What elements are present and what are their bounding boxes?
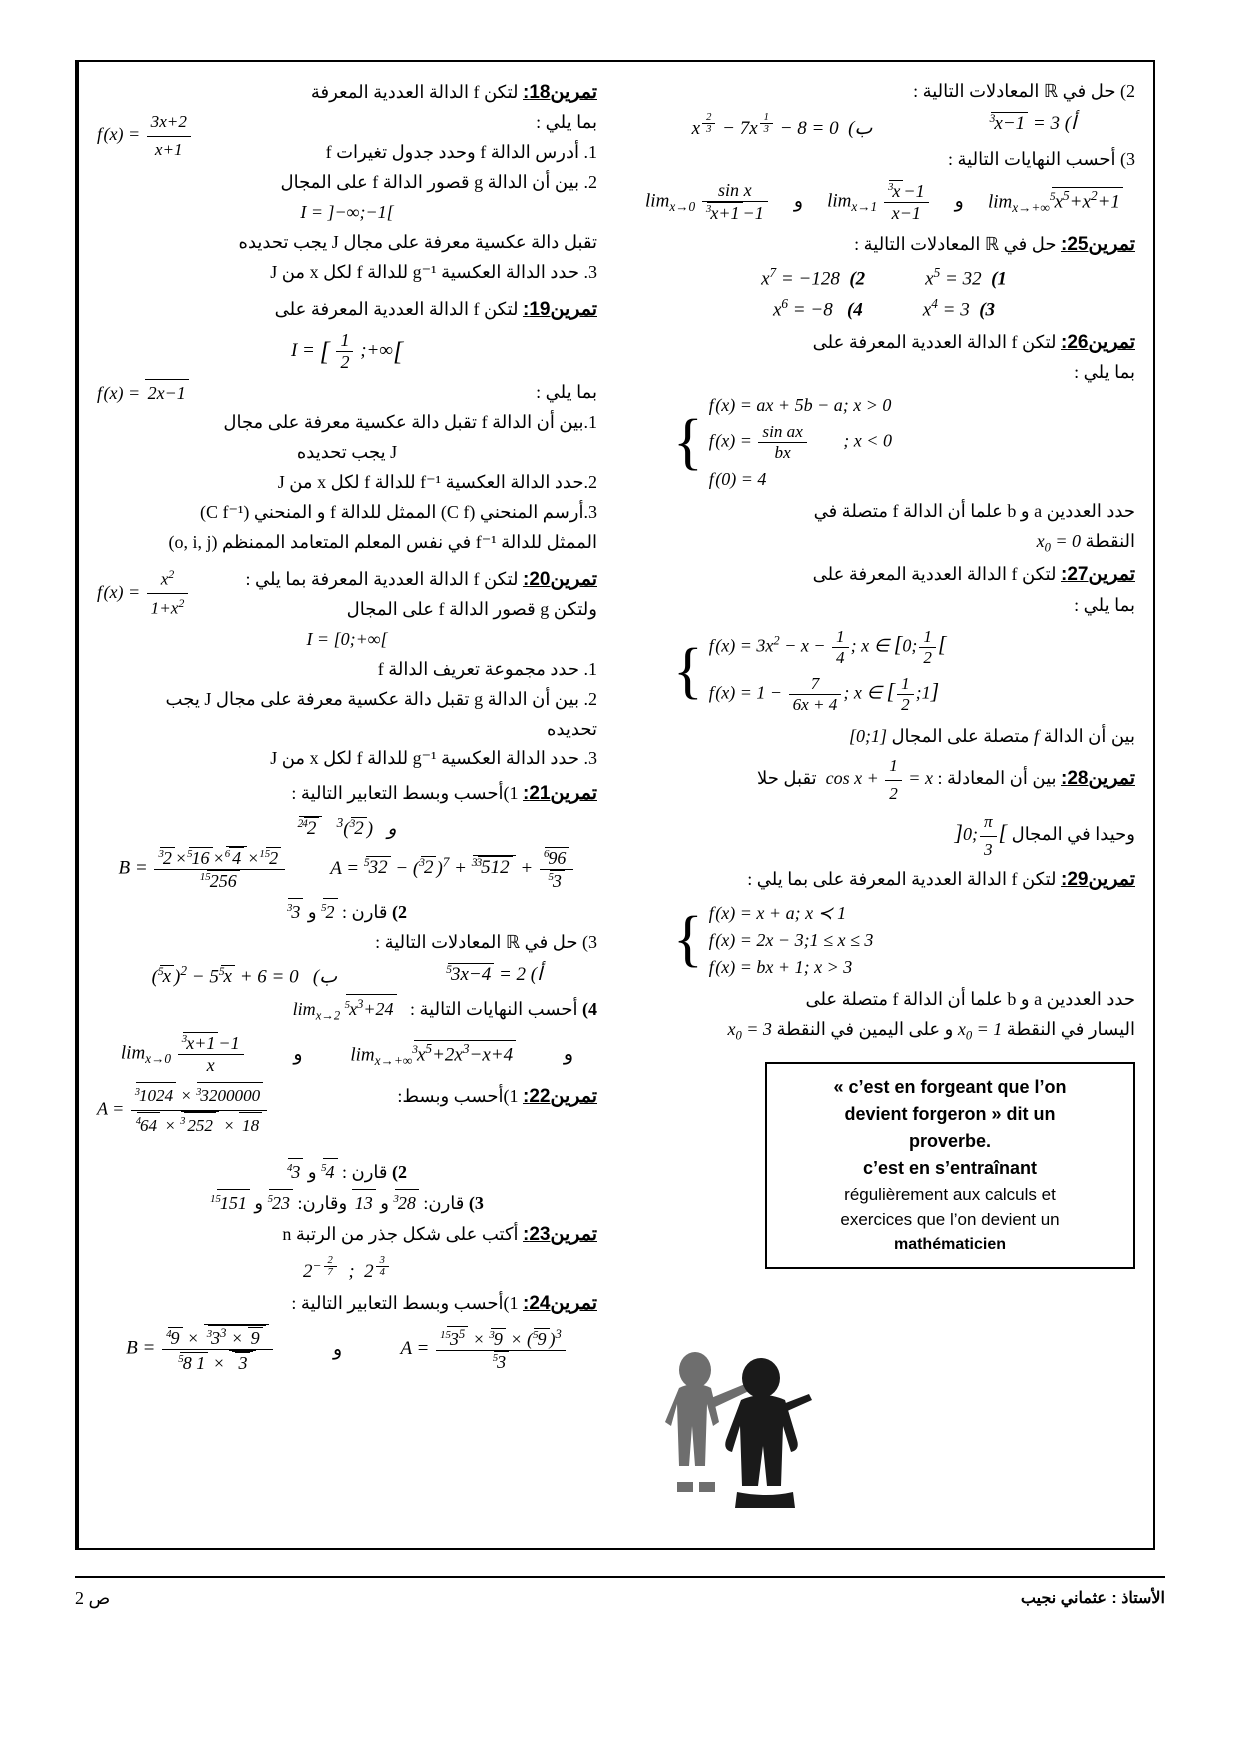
exercise-28 bbox=[633, 753, 1135, 807]
exercise-23-text: أكتب على شكل جذر من الرتبة n bbox=[282, 1223, 519, 1244]
exercise-18-intro: لتكن f الدالة العددية المعرفة bbox=[310, 82, 519, 102]
blacksmith-silhouette-icon bbox=[633, 1332, 833, 1522]
teacher-name: الأستاذ : عثماني نجيب bbox=[1020, 1590, 1165, 1607]
exercise-25-title: تمرين25: bbox=[1061, 233, 1135, 255]
exercise-21-eq-a: $^5$3x−4 = 2 (أ bbox=[446, 963, 543, 985]
exercise-25-intro: حل في ℝ المعادلات التالية : bbox=[854, 233, 1057, 254]
exercise-22-exprA: A = $\frac{^31024 \times ^33200000}{^464 \times ^3 252 \times 18}$ bbox=[97, 1082, 269, 1139]
brace-icon: { bbox=[673, 905, 703, 974]
exercise-23-title: تمرين23: bbox=[523, 1223, 597, 1245]
exercise-26-bima: بما يلي : bbox=[1074, 362, 1135, 383]
exercise-24-exprA: A = $\frac{^{15}3^5 \times ^39 \times (^59 )^3}{^53}$ bbox=[400, 1326, 567, 1373]
bima-label: بما يلي : bbox=[536, 112, 597, 133]
exercise-26-title: تمرين26: bbox=[1061, 331, 1135, 353]
exercise-18-item2: 2. بين أن الدالة g قصور الدالة f على المجال bbox=[280, 172, 597, 193]
exercise-19-interval: I = [ $\frac{1}{2}$ ;+∞[ bbox=[290, 330, 404, 373]
worksheet-page bbox=[75, 60, 1155, 1550]
left-top-equations bbox=[633, 112, 1135, 140]
exercise-27 bbox=[633, 560, 1135, 589]
exercise-18-item3: 3. حدد الدالة العكسية g⁻¹ للدالة f لكل x من J bbox=[270, 261, 597, 282]
quote-line-6: exercices que l’on devient un bbox=[840, 1210, 1060, 1230]
exercise-18-item2-interval: I = ]−∞;−1[ bbox=[300, 202, 394, 223]
exercise-29-question2: اليسار في النقطة $x_0 = 1$ و على اليمين في النقطة $x_0 = 3$ bbox=[727, 1018, 1135, 1043]
exercise-22-item1: 1)أحسب وبسط: bbox=[397, 1086, 519, 1107]
exercise-21-limits: $\lim_{x\to 0}$ $\frac{^3x+1 -1}{x}$ و $\lim_{x\to+\infty}^3x^5+2x^3-x+4$ و bbox=[120, 1033, 574, 1076]
exercise-19-intro: لتكن f الدالة العددية المعرفة على bbox=[274, 298, 519, 319]
exercise-20-item2: 2. بين أن الدالة g تقبل دالة عكسية معرفة على مجال J يجب bbox=[165, 688, 597, 709]
exercise-24 bbox=[97, 1289, 597, 1318]
exercise-18-formula: f (x) = $\frac{3x+2}{x+1}$ bbox=[97, 109, 193, 163]
limit-inf5: $\lim_{x\to+\infty}^5x^5+x^2+1$ bbox=[988, 187, 1123, 216]
exercise-28-title: تمرين28: bbox=[1061, 768, 1135, 790]
left-column bbox=[615, 62, 1153, 1548]
exercise-21-expr1: $^{24}$2 و $(^32)^3$ bbox=[297, 814, 397, 840]
case-1: f $(x) = 3x^2 - x$ − $\frac{1}{4}$ ; x ∈ [0; $\frac{1}{2}$ [ bbox=[708, 627, 947, 668]
case-3: f (x) = bx + 1; x > 3 bbox=[708, 956, 853, 977]
exercise-19-item1: 1.بين أن الدالة f تقبل دالة عكسية معرفة على مجال bbox=[223, 412, 597, 433]
page-footer bbox=[75, 1576, 1165, 1618]
exercise-21-eq-b: ($^5$x )$^2 - 5^5x + 6 = 0$ (ب bbox=[151, 962, 338, 988]
eq-x6: $x^6 = -8$ (4 bbox=[772, 296, 863, 321]
exercise-18-title: تمرين18: bbox=[523, 82, 597, 103]
exercise-22-item2: 2) قارن : $^5$4 و $^4$3 bbox=[97, 1158, 597, 1187]
exercise-29-title: تمرين29: bbox=[1061, 869, 1135, 891]
exercise-19-item3b: الممثل للدالة f⁻¹ في نفس المعلم المتعامد الممنظم (o, i, j) bbox=[168, 531, 597, 552]
exercise-27-cases bbox=[673, 627, 1135, 715]
exercise-21-item1: 1)أحسب وبسط التعابير التالية : bbox=[291, 783, 519, 804]
exercise-24-item1: 1)أحسب وبسط التعابير التالية : bbox=[291, 1292, 519, 1313]
exercise-26 bbox=[633, 328, 1135, 357]
exercise-26-cases bbox=[673, 395, 1135, 490]
quote-line-5: régulièrement aux calculs et bbox=[844, 1184, 1056, 1204]
exercise-21-exprs bbox=[97, 846, 597, 892]
exercise-19 bbox=[97, 295, 597, 324]
exercise-29-intro: لتكن f الدالة العددية المعرفة على بما يلي : bbox=[747, 869, 1057, 890]
exercise-21-item4: 4) أحسب النهايات التالية : $\lim_{x\to 2} ^5x^3+24$ bbox=[97, 994, 597, 1026]
exercise-23-expr: $2^{- \frac{2}{7}}$ ; 2 $^{\frac{3}{4}}$ bbox=[97, 1255, 597, 1283]
exercise-25-eqs-2 bbox=[633, 296, 1135, 321]
exercise-21-title: تمرين21: bbox=[523, 783, 597, 805]
left-top-item3: 3) أحسب النهايات التالية : bbox=[948, 148, 1135, 169]
exercise-23 bbox=[97, 1220, 597, 1249]
right-column bbox=[77, 62, 615, 1548]
exercise-19-item2: 2.حدد الدالة العكسية f⁻¹ للدالة f لكل x من J bbox=[277, 471, 597, 492]
exercise-21-equations bbox=[97, 963, 597, 988]
exercise-24-exprB: B = $\frac{^49 \times ^33^3 \times 9}{^58 1 \times 3}$ bbox=[126, 1324, 275, 1374]
bima-label: بما يلي : bbox=[536, 382, 597, 403]
quote-line-3: proverbe. bbox=[908, 1130, 992, 1151]
left-eq-b: x $^{\frac{2}{3}}$ − 7x $^{\frac{1}{3}}$ − 8 = 0 (ب bbox=[691, 111, 873, 139]
quote-line-1: « c’est en forgeant que l’on bbox=[833, 1076, 1067, 1097]
exercise-20-sub: ولتكن g قصور الدالة f على المجال bbox=[346, 599, 597, 619]
page-number: ص 2 bbox=[75, 1587, 111, 1608]
exercise-19-item1b: J يجب تحديده bbox=[296, 442, 398, 462]
exercise-20-title: تمرين20: bbox=[523, 568, 597, 590]
exercise-21-item2: 2) قارن : $^5$2 و $^3$3 bbox=[97, 898, 597, 927]
exercise-25 bbox=[633, 230, 1135, 259]
limit-sin: $\lim_{x\to 0}$ $\frac{\text{sin x}}{^3x+1 -1}$ bbox=[645, 180, 770, 224]
exercise-20-interval: I = [0;+∞[ bbox=[306, 628, 388, 649]
exercise-26-intro: لتكن f الدالة العددية المعرفة على bbox=[812, 331, 1057, 352]
exercise-20-item3: 3. حدد الدالة العكسية g⁻¹ للدالة f لكل x من J bbox=[270, 748, 597, 769]
quote-line-7: mathématicien bbox=[893, 1235, 1007, 1253]
exercise-29-cases bbox=[673, 903, 1135, 978]
exercise-22-title: تمرين22: bbox=[523, 1086, 597, 1108]
case-2: f (x) = 2x − 3;1 ≤ x ≤ 3 bbox=[708, 929, 874, 950]
quote-box bbox=[765, 1062, 1135, 1269]
quote-line-4: c’est en s’entraînant bbox=[862, 1157, 1038, 1178]
exercise-20-intro: لتكن f الدالة العددية المعرفة بما يلي : bbox=[245, 568, 519, 589]
exercise-27-intro: لتكن f الدالة العددية المعرفة على bbox=[812, 564, 1057, 585]
case-3: f (0) = 4 bbox=[708, 469, 767, 490]
left-top-item2: 2) حل في ℝ المعادلات التالية : bbox=[913, 81, 1135, 101]
limit-cbrt: $\lim_{x\to 1}$ $\frac{^3x -1}{x-1}$ bbox=[827, 180, 931, 224]
quote-line-2: devient forgeron » dit un bbox=[844, 1103, 1056, 1124]
exercise-28-text2: وحيدا في المجال ]0; $\frac{\pi}{3}$ [ bbox=[633, 809, 1135, 863]
exercise-21-exprB: B = $\frac{^32 \times^516 \times^6 4 \times^{15}2}{^{15}256}$ bbox=[119, 846, 288, 892]
limit-x0: $\lim_{x\to 0}$ $\frac{^3x+1 -1}{x}$ bbox=[121, 1032, 246, 1076]
exercise-19-bima bbox=[97, 379, 597, 407]
exercise-27-question: بين أن الدالة f متصلة على المجال [0;1] bbox=[848, 726, 1135, 747]
exercise-29-question: حدد العددين a و b علما أن الدالة f متصلة على bbox=[805, 988, 1135, 1009]
eq-x4: $x^4 = 3$ (3 bbox=[922, 296, 996, 321]
exercise-20-item1: 1. حدد مجموعة تعريف الدالة f bbox=[377, 658, 597, 679]
exercise-21 bbox=[97, 779, 597, 808]
exercise-26-question: حدد العددين a و b علما أن الدالة f متصلة في bbox=[813, 501, 1135, 522]
limit-xinf: $\lim_{x\to+\infty}^3x^5+2x^3-x+4$ bbox=[350, 1040, 516, 1069]
exercise-21-exprA: A = $^5$32 − ($^3$2 )$^7$ + $^{33}$512 + $\frac{^696}{^53}$ bbox=[330, 847, 575, 892]
left-eq-a: $^3$x−1 = 3 (أ bbox=[989, 112, 1077, 134]
exercise-26-question2: النقطة $x_0 = 0$ bbox=[1036, 530, 1135, 555]
exercise-18-item1: 1. أدرس الدالة f وحدد جدول تغيرات f bbox=[325, 142, 597, 163]
exercise-25-eqs-1 bbox=[633, 265, 1135, 290]
eq-x5: $x^5 = 32$ (1 bbox=[925, 265, 1007, 290]
case-1: f (x) = x + a; x ≺ 1 bbox=[708, 902, 847, 923]
exercise-19-title: تمرين19: bbox=[523, 298, 597, 320]
exercise-29 bbox=[633, 865, 1135, 894]
exercise-18 bbox=[97, 78, 597, 107]
exercise-24-title: تمرين24: bbox=[523, 1292, 597, 1314]
exercise-20-formula: f (x) = $\frac{x^2}{1+x^2}$ bbox=[97, 565, 190, 622]
brace-icon: { bbox=[673, 407, 703, 476]
left-limits: $\lim_{x\to 0}$ $\frac{\text{sin x}}{^3x+1 -1}$ و $\lim_{x\to 1}$ $\frac{^3x -1}{x-1}$ و $\lim_{x\to+\infty}^5x^5+x^2+1$ bbox=[633, 180, 1135, 224]
brace-icon: { bbox=[673, 636, 703, 705]
case-2: f (x) = 1 − $\frac{7}{6x + 4}$ ; x ∈ [ $\frac{1}{2}$ ;1] bbox=[708, 674, 940, 715]
exercise-21-item3: 3) حل في ℝ المعادلات التالية : bbox=[375, 932, 597, 952]
exercise-18-item2b: تقبل دالة عكسية معرفة على مجال J يجب تحديده bbox=[238, 232, 597, 252]
case-2: f (x) = $\frac{\text{sin ax}}{bx}$ ; x < 0 bbox=[708, 422, 892, 463]
exercise-19-formula: f (x) = 2x−1 bbox=[97, 379, 189, 408]
exercise-24-exprs: B = $\frac{^49 \times ^33^3 \times 9}{^58 1 \times 3}$ و A = $\frac{^{15}3^5 \times ^39 \times (^59 )^3}{^53}$ bbox=[97, 1324, 597, 1374]
case-1: f (x) = ax + 5b − a; x > 0 bbox=[708, 395, 892, 416]
exercise-28-text: بين أن المعادلة : cos x + $\frac{1}{2}$ = x تقبل حلا bbox=[757, 768, 1056, 788]
exercise-20-item2b: تحديده bbox=[547, 718, 597, 739]
exercise-22 bbox=[97, 1082, 597, 1135]
exercise-19-item3: 3.أرسم المنحني (C f) الممثل للدالة f و المنحني (C f⁻¹) bbox=[199, 501, 597, 522]
exercise-27-title: تمرين27: bbox=[1061, 564, 1135, 586]
exercise-27-bima: بما يلي : bbox=[1074, 594, 1135, 615]
exercise-22-item3: 3) قارن: $^3$28 و 13 وقارن: $^5$23 و $^{15}$151 bbox=[97, 1189, 597, 1218]
eq-x7: $x^7 = -128$ (2 bbox=[761, 265, 866, 290]
